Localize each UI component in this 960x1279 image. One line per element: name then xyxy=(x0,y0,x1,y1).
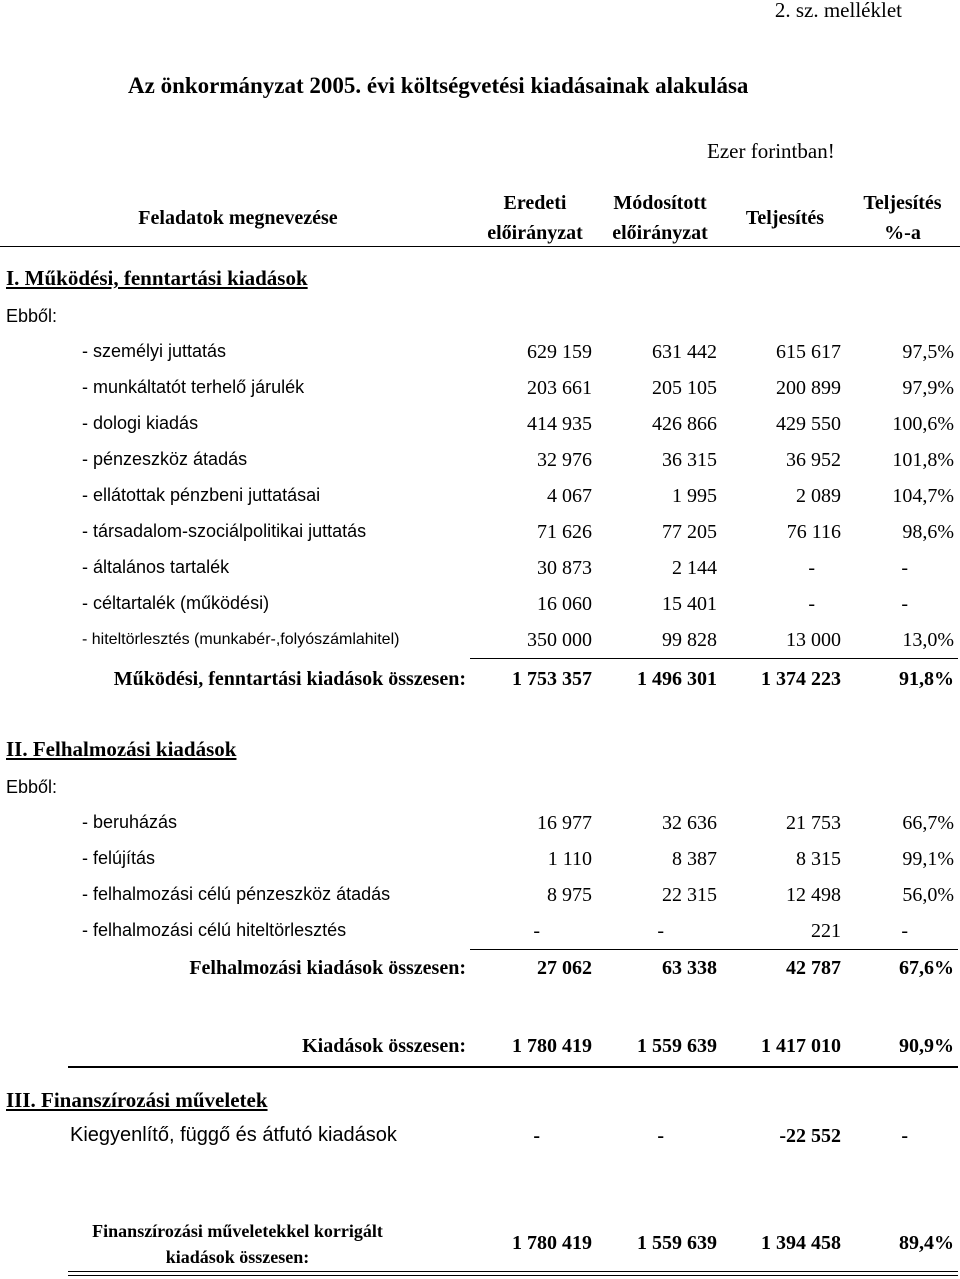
double-underline-bottom xyxy=(68,1275,958,1276)
subtotal-row-capital xyxy=(0,954,960,984)
cell-actual: - xyxy=(808,593,815,615)
table-row xyxy=(0,518,960,548)
cell-actual: 8 315 xyxy=(796,848,841,870)
cell-modified: - xyxy=(657,920,664,942)
cell-pct: - xyxy=(901,557,908,579)
cell-original: 414 935 xyxy=(527,413,592,435)
cell-pct: 99,1% xyxy=(902,848,954,870)
cell-modified: 15 401 xyxy=(662,593,717,615)
row-label: - személyi juttatás xyxy=(82,341,227,361)
cell-pct: - xyxy=(901,920,908,942)
row-label: - felhalmozási célú pénzeszköz átadás xyxy=(82,884,391,904)
row-label: - munkáltatót terhelő járulék xyxy=(82,377,305,397)
cell-pct: 56,0% xyxy=(902,884,954,906)
cell-original: - xyxy=(533,1125,540,1147)
col-header-pct-line1: Teljesítés xyxy=(863,192,942,214)
cell-pct: 97,5% xyxy=(902,341,954,363)
cell-modified: 63 338 xyxy=(662,957,717,979)
cell-actual: 2 089 xyxy=(796,485,841,507)
cell-actual: 13 000 xyxy=(786,629,841,651)
cell-original: 350 000 xyxy=(527,629,592,651)
table-row xyxy=(0,1122,960,1152)
cell-modified: 631 442 xyxy=(652,341,717,363)
cell-pct: - xyxy=(901,1125,908,1147)
cell-original: 8 975 xyxy=(547,884,592,906)
section-capital-title: II. Felhalmozási kiadások xyxy=(6,737,237,761)
cell-pct: 100,6% xyxy=(892,413,954,435)
table-row xyxy=(0,374,960,404)
row-label: - céltartalék (működési) xyxy=(82,593,270,613)
cell-modified: 8 387 xyxy=(672,848,717,870)
cell-actual: - xyxy=(808,557,815,579)
cell-pct: 67,6% xyxy=(899,957,954,979)
cell-original: 4 067 xyxy=(547,485,592,507)
cell-pct: 104,7% xyxy=(892,485,954,507)
row-label: - felújítás xyxy=(82,848,156,868)
cell-modified: 2 144 xyxy=(672,557,717,579)
cell-original: 1 753 357 xyxy=(512,668,592,690)
grand-total-divider xyxy=(68,1066,958,1068)
cell-original: - xyxy=(533,920,540,942)
row-label: - hiteltörlesztés (munkabér-,folyószámlahitel) xyxy=(82,631,400,648)
row-label: - ellátottak pénzbeni juttatásai xyxy=(82,485,321,505)
cell-modified: 32 636 xyxy=(662,812,717,834)
cell-modified: 99 828 xyxy=(662,629,717,651)
cell-actual: 1 394 458 xyxy=(761,1232,841,1254)
col-header-modified-line2: előirányzat xyxy=(612,222,708,244)
row-label: - társadalom-szociálpolitikai juttatás xyxy=(82,521,367,541)
table-row xyxy=(0,881,960,911)
table-row xyxy=(0,809,960,839)
cell-actual: 36 952 xyxy=(786,449,841,471)
cell-actual: 76 116 xyxy=(786,521,841,543)
cell-actual: 1 417 010 xyxy=(761,1035,841,1057)
table-row xyxy=(0,410,960,440)
cell-pct: 98,6% xyxy=(902,521,954,543)
table-row xyxy=(0,626,960,656)
row-label: - beruházás xyxy=(82,812,178,832)
cell-actual: 200 899 xyxy=(776,377,841,399)
cell-original: 629 159 xyxy=(527,341,592,363)
section-operating-of-which: Ebből: xyxy=(6,306,58,326)
cell-pct: 90,9% xyxy=(899,1035,954,1057)
cell-modified: 77 205 xyxy=(662,521,717,543)
cell-actual: 42 787 xyxy=(786,957,841,979)
col-header-pct xyxy=(845,188,960,248)
col-header-modified xyxy=(595,188,725,248)
table-row xyxy=(0,446,960,476)
cell-original: 203 661 xyxy=(527,377,592,399)
unit-note: Ezer forintban! xyxy=(707,139,835,163)
corrected-total-row xyxy=(0,1229,960,1259)
cell-original: 32 976 xyxy=(537,449,592,471)
cell-modified: 1 496 301 xyxy=(637,668,717,690)
cell-original: 1 110 xyxy=(547,848,592,870)
table-row xyxy=(0,917,960,947)
cell-original: 16 060 xyxy=(537,593,592,615)
double-underline-top xyxy=(68,1271,958,1272)
row-label: - pénzeszköz átadás xyxy=(82,449,248,469)
row-label: - általános tartalék xyxy=(82,557,230,577)
cell-pct: 101,8% xyxy=(892,449,954,471)
corrected-total-label: Finanszírozási műveletekkel korrigált kiadások összesen: xyxy=(92,1221,383,1267)
cell-actual: 1 374 223 xyxy=(761,668,841,690)
grand-total-label: Kiadások összesen: xyxy=(302,1035,466,1057)
col-header-original xyxy=(470,188,600,248)
cell-pct: 13,0% xyxy=(902,629,954,651)
table-row xyxy=(0,338,960,368)
cell-modified: 36 315 xyxy=(662,449,717,471)
grand-total-row xyxy=(0,1032,960,1062)
cell-original: 27 062 xyxy=(537,957,592,979)
cell-actual: 21 753 xyxy=(786,812,841,834)
subtotal-row-operating xyxy=(0,665,960,695)
table-row xyxy=(0,590,960,620)
table-row xyxy=(0,482,960,512)
section-operating-title: I. Működési, fenntartási kiadások xyxy=(6,266,308,290)
cell-original: 71 626 xyxy=(537,521,592,543)
table-row xyxy=(0,554,960,584)
cell-actual: 221 xyxy=(811,920,841,942)
row-label: - felhalmozási célú hiteltörlesztés xyxy=(82,920,347,940)
subtotal-divider xyxy=(470,658,958,659)
cell-modified: 1 559 639 xyxy=(637,1035,717,1057)
page-title: Az önkormányzat 2005. évi költségvetési kiadásainak alakulása xyxy=(128,73,749,98)
header-divider xyxy=(0,246,960,247)
section-financing-title: III. Finanszírozási műveletek xyxy=(6,1088,268,1112)
cell-modified: - xyxy=(657,1125,664,1147)
cell-original: 30 873 xyxy=(537,557,592,579)
cell-pct: 91,8% xyxy=(899,668,954,690)
cell-pct: 97,9% xyxy=(902,377,954,399)
cell-actual: 615 617 xyxy=(776,341,841,363)
cell-actual: -22 552 xyxy=(779,1125,841,1147)
col-header-original-line2: előirányzat xyxy=(487,222,583,244)
cell-original: 16 977 xyxy=(537,812,592,834)
subtotal-label: Működési, fenntartási kiadások összesen: xyxy=(113,668,466,690)
section-capital-of-which: Ebből: xyxy=(6,777,58,797)
col-header-original-line1: Eredeti xyxy=(503,192,567,214)
col-header-actual: Teljesítés xyxy=(745,207,825,229)
cell-pct: 89,4% xyxy=(899,1232,954,1254)
cell-pct: 66,7% xyxy=(902,812,954,834)
table-row xyxy=(0,845,960,875)
cell-modified: 1 559 639 xyxy=(637,1232,717,1254)
row-label: Kiegyenlítő, függő és átfutó kiadások xyxy=(70,1124,397,1146)
col-header-name: Feladatok megnevezése xyxy=(138,207,338,229)
subtotal-divider xyxy=(470,949,958,950)
annex-label: 2. sz. melléklet xyxy=(774,0,902,22)
cell-modified: 426 866 xyxy=(652,413,717,435)
row-label: - dologi kiadás xyxy=(82,413,199,433)
cell-modified: 1 995 xyxy=(672,485,717,507)
cell-modified: 22 315 xyxy=(662,884,717,906)
cell-pct: - xyxy=(901,593,908,615)
cell-modified: 205 105 xyxy=(652,377,717,399)
cell-original: 1 780 419 xyxy=(512,1232,592,1254)
col-header-pct-line2: %-a xyxy=(884,222,921,244)
cell-original: 1 780 419 xyxy=(512,1035,592,1057)
subtotal-label: Felhalmozási kiadások összesen: xyxy=(189,957,466,979)
cell-actual: 429 550 xyxy=(776,413,841,435)
col-header-modified-line1: Módosított xyxy=(613,192,707,214)
cell-actual: 12 498 xyxy=(786,884,841,906)
